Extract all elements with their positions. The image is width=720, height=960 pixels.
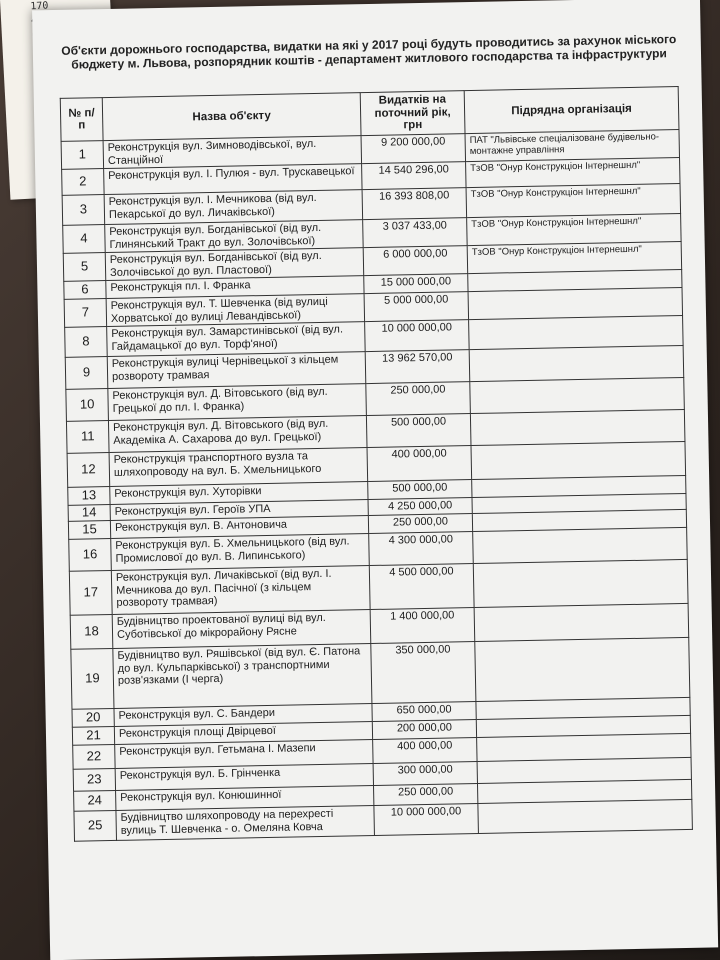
row-amount: 500 000,00: [368, 480, 472, 500]
row-object-name: Реконструкція вул. Личаківської (від вул. І. Мечникова до вул. Пасічної (з кільцем розвороту трамвая): [111, 566, 370, 615]
row-number: 10: [66, 389, 109, 422]
note-number: 170: [30, 0, 49, 13]
row-amount: 200 000,00: [372, 720, 476, 740]
row-object-name: Реконструкція вул. Замарстинівської (від вул. Гайдамацької до вул. Торф'яної): [107, 322, 366, 357]
row-object-name: Будівництво проектованої вулиці від вул. Суботівської до мікрорайону Рясне: [112, 610, 371, 649]
row-amount: 500 000,00: [366, 414, 471, 448]
row-amount: 650 000,00: [372, 702, 476, 722]
row-object-name: Реконструкція вул. Богданівської (від вул. Золочівської до вул. Пластової): [105, 248, 363, 281]
row-contractor: [470, 409, 685, 445]
row-contractor: [469, 345, 684, 381]
row-object-name: Реконструкція вул. Гетьмана І. Мазепи: [115, 740, 373, 769]
row-object-name: Реконструкція вул. Д. Вітовського (від вул. Академіка А. Сахарова до вул. Грецької): [108, 416, 367, 453]
row-amount: 4 500 000,00: [369, 564, 474, 610]
row-amount: 14 540 296,00: [362, 162, 466, 190]
row-contractor: [469, 315, 684, 349]
document-title: Об'єкти дорожнього господарства, видатки на які у 2017 році будуть проводитись за рахунок міського бюджету м. Львова, розпорядник коштів - департамент житлового господарства та інфраструктури: [61, 32, 677, 72]
row-object-name: Реконструкція вул. Хуторівки: [110, 482, 368, 505]
header-num: № п/п: [60, 98, 103, 142]
row-object-name: Реконструкція вулиці Чернівецької з кільцем розвороту трамвая: [107, 352, 366, 389]
row-contractor: ТзОВ "Онур Конструкціон Інтернешнл": [466, 184, 681, 218]
row-amount: 16 393 808,00: [362, 188, 467, 220]
row-contractor: [474, 603, 689, 641]
row-object-name: Реконструкція вул. І. Мечникова (від вул. Пекарської до вул. Личаківської): [104, 190, 363, 225]
row-object-name: Реконструкція вул. С. Бандери: [114, 704, 372, 727]
row-number: 16: [69, 538, 112, 571]
row-amount: 400 000,00: [367, 446, 472, 482]
row-amount: 250 000,00: [368, 514, 472, 534]
row-amount: 1 400 000,00: [370, 608, 475, 644]
row-amount: 4 250 000,00: [368, 498, 472, 516]
row-contractor: ТзОВ "Онур Конструкціон Інтернешнл": [466, 158, 680, 188]
row-number: 5: [63, 253, 106, 282]
row-number: 8: [65, 327, 108, 358]
row-object-name: Реконструкція вул. Конюшинної: [116, 785, 374, 810]
row-amount: 6 000 000,00: [363, 246, 468, 276]
row-contractor: ТзОВ "Онур Конструкціон Інтернешнл": [467, 241, 681, 273]
row-amount: 250 000,00: [366, 382, 471, 416]
row-contractor: ПАТ "Львівське спеціалізоване будівельно-монтажне управління: [465, 130, 679, 162]
row-amount: 350 000,00: [371, 642, 476, 704]
row-contractor: [473, 527, 688, 563]
row-amount: 3 037 433,00: [363, 218, 468, 248]
objects-table: [60, 86, 693, 842]
row-amount: 300 000,00: [373, 762, 477, 786]
row-number: 13: [68, 487, 110, 506]
row-object-name: Реконструкція вул. Т. Шевченка (від вулиці Хорватської до вулиці Левандівської): [106, 294, 364, 327]
row-number: 7: [64, 299, 107, 328]
row-amount: 9 200 000,00: [361, 134, 466, 164]
row-amount: 4 300 000,00: [369, 532, 474, 566]
row-object-name: Будівництво вул. Ряшівської (від вул. Є. Патона до вул. Кульпарківської) з транспортними розв'язками (I черга): [113, 644, 372, 709]
row-amount: 10 000 000,00: [365, 320, 470, 352]
row-number: 11: [66, 421, 109, 454]
row-number: 15: [68, 521, 110, 540]
row-amount: 400 000,00: [373, 738, 477, 764]
row-number: 17: [69, 570, 112, 615]
row-amount: 5 000 000,00: [364, 292, 469, 322]
row-number: 21: [72, 726, 114, 745]
row-contractor: [475, 637, 690, 701]
row-number: 1: [61, 141, 104, 170]
row-amount: 15 000 000,00: [364, 274, 468, 294]
row-number: 19: [71, 648, 114, 709]
row-object-name: Реконструкція вул. І. Пулюя - вул. Трускавецької: [104, 164, 362, 195]
row-number: 18: [70, 614, 113, 649]
row-contractor: [470, 377, 685, 413]
row-contractor: [471, 441, 686, 479]
row-object-name: Реконструкція вул. Б. Грінченка: [115, 764, 373, 791]
document-sheet: [32, 0, 718, 960]
row-amount: 10 000 000,00: [374, 803, 479, 835]
row-amount: 250 000,00: [374, 784, 478, 806]
row-object-name: Реконструкція вул. В. Антоновича: [110, 516, 368, 539]
row-number: 20: [72, 708, 114, 727]
row-number: 6: [64, 281, 106, 300]
row-number: 23: [73, 768, 115, 791]
row-object-name: Будівництво шляхопроводу на перехресті вулиць Т. Шевченка - о. Омеляна Ковча: [116, 805, 375, 840]
row-contractor: [468, 287, 682, 319]
row-object-name: Реконструкція вул. Зимноводівської, вул. Станційної: [103, 136, 361, 169]
row-number: 12: [67, 453, 110, 488]
row-object-name: Реконструкція вул. Богданівської (від вул. Глинянський Тракт до вул. Золочівської): [105, 220, 363, 253]
row-number: 2: [62, 169, 104, 196]
row-contractor: [478, 799, 693, 833]
row-number: 9: [65, 357, 108, 390]
header-name: Назва об'єкту: [102, 93, 361, 141]
row-number: 4: [63, 225, 106, 254]
row-object-name: Реконструкція транспортного вузла та шляхопроводу на вул. Б. Хмельницького: [109, 448, 368, 487]
row-object-name: Реконструкція вул. Б. Хмельницького (від вул. Промислової до вул. В. Липинського): [111, 534, 370, 571]
row-number: 22: [73, 744, 115, 769]
row-object-name: Реконструкція вул. Героїв УПА: [110, 500, 368, 521]
row-number: 24: [74, 790, 116, 811]
row-number: 3: [62, 195, 105, 226]
row-object-name: Реконструкція площі Двірцевої: [114, 722, 372, 745]
row-amount: 13 962 570,00: [365, 350, 470, 384]
header-amount: Видатків на поточний рік, грн: [360, 91, 465, 136]
row-number: 25: [74, 810, 117, 841]
row-contractor: ТзОВ "Онур Конструкціон Інтернешнл": [467, 213, 681, 245]
row-object-name: Реконструкція пл. І. Франка: [106, 276, 364, 299]
row-object-name: Реконструкція вул. Д. Вітовського (від вул. Грецької до пл. І. Франка): [108, 384, 367, 421]
row-contractor: [473, 559, 688, 607]
header-org: Підрядна організація: [464, 87, 679, 134]
table-body: [61, 130, 692, 842]
row-number: 14: [68, 505, 110, 522]
